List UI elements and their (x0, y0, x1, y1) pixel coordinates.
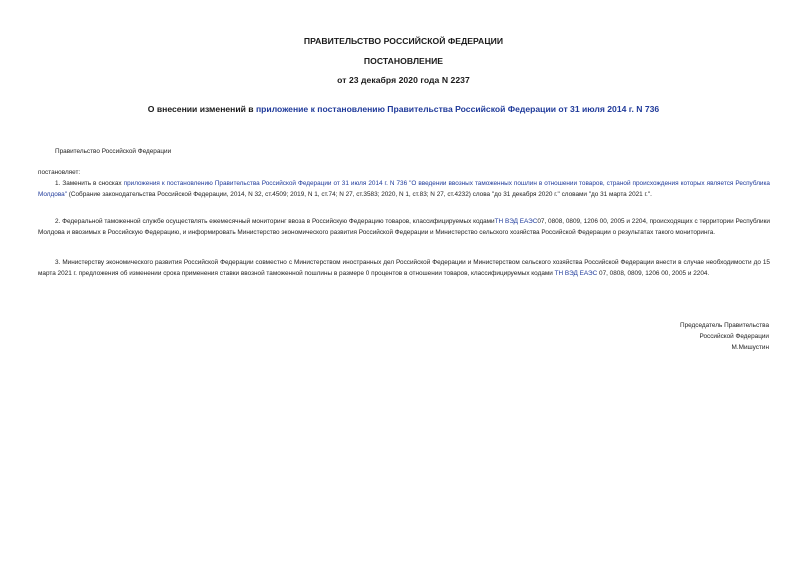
title-reference-link[interactable]: приложение к постановлению Правительства Российской Федерации от 31 июля 2014 г. N 736 (255, 104, 660, 114)
document-title (0, 104, 807, 114)
paragraph-2 (38, 216, 770, 238)
government-label: Правительство Российской Федерации (55, 148, 172, 155)
paragraph-1 (38, 178, 770, 200)
paragraph-3-intro: 3. Министерству экономического развития Российской Федерации совместно с Министерством иностранных дел Российской Федерации и Министерством сельского хозяйства Российской Федерации внести в случае необходимости до 15 марта 2021 г. предложения об изменении срока применения ставки ввозной таможенной пошлины в размере 0 процентов в отношении товаров, классифицируемых кодами (38, 259, 770, 277)
decided-label: постановляет: (38, 169, 81, 176)
signature-name: М.Мишустин (731, 344, 769, 351)
document-type-heading: ПОСТАНОВЛЕНИЕ (363, 56, 444, 66)
document-title-prefix: О внесении изменений в (147, 104, 256, 114)
paragraph-3-tnved-link[interactable]: ТН ВЭД ЕАЭС (554, 270, 598, 277)
paragraph-1-rest: (Собрание законодательства Российской Федерации, 2014, N 32, ст.4509; 2019, N 1, ст.74; N 27, ст.3583; 2020, N 1, ст.83; N 27, ст.4232) слова "до 31 декабря 2020 г." словами "до 31 марта 2021 г.". (66, 191, 652, 198)
signature-position: Председатель Правительства (680, 322, 769, 329)
paragraph-3 (38, 257, 770, 279)
issuer-heading: ПРАВИТЕЛЬСТВО РОССИЙСКОЙ ФЕДЕРАЦИИ (303, 36, 504, 46)
paragraph-2-tnved-link[interactable]: ТН ВЭД ЕАЭС (494, 218, 538, 225)
paragraph-3-rest: 07, 0808, 0809, 1206 00, 2005 и 2204. (597, 270, 710, 277)
signature-organization: Российской Федерации (699, 333, 769, 340)
paragraph-1-intro: 1. Заменить в сносках (55, 180, 124, 187)
paragraph-2-rest: 07, 0808, 0809, 1206 00, 2005 и 2204, происходящих с территории Республики Молдова и ввозимых в Российскую Федерацию, и информировать Министерство экономического развития Российской Федерации и Министерство сельского хозяйства Российской Федерации о результатах такого мониторинга. (38, 218, 770, 236)
document-date-number: от 23 декабря 2020 года N 2237 (337, 75, 470, 85)
paragraph-2-intro: 2. Федеральной таможенной службе осуществлять ежемесячный мониторинг ввоза в Российскую Федерацию товаров, классифицируемых кодами (55, 218, 495, 225)
paragraph-1-reference-link[interactable]: приложения к постановлению Правительства Российской Федерации от 31 июля 2014 г. N 736 "О введении ввозных таможенных пошлин в отношении товаров, страной происхождения которых является Республика Молдова" (38, 180, 770, 198)
